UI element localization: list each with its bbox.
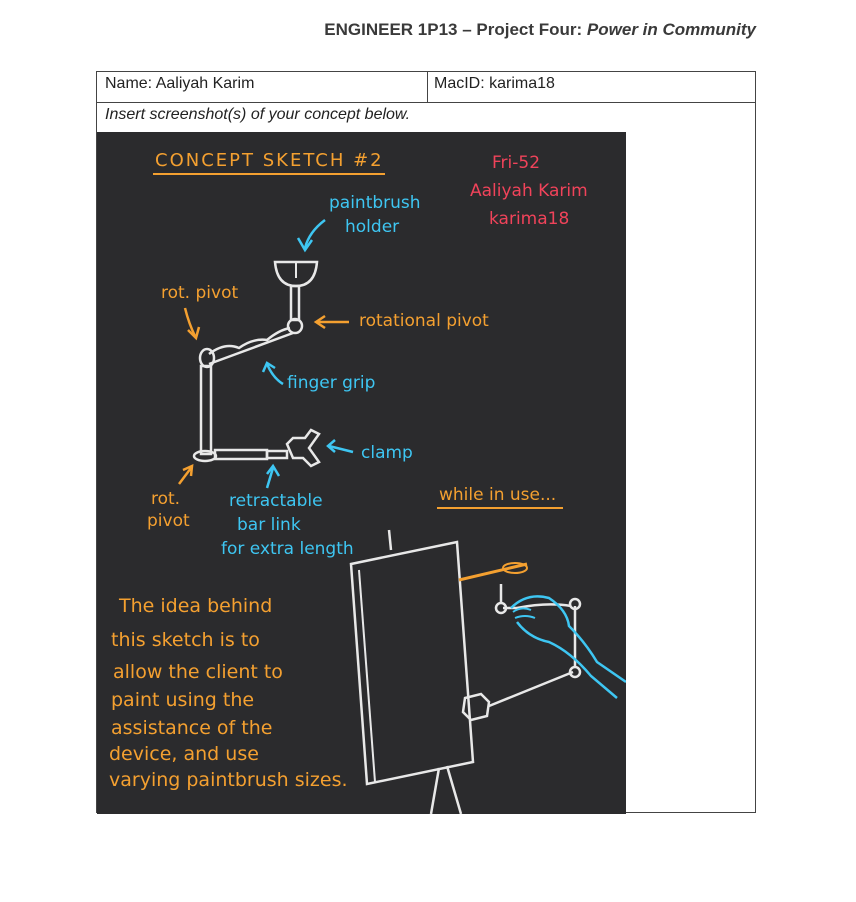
label-rot: rot. [151,489,181,509]
sketch-title: CONCEPT SKETCH #2 [155,150,384,171]
label-finger-grip: finger grip [287,373,376,393]
description-line-7: varying paintbrush sizes. [109,769,348,791]
description-line-3: allow the client to [113,661,283,683]
macid-cell: MacID: karima18 [434,75,555,92]
instruction-text: Insert screenshot(s) of your concept below. [105,106,411,123]
submission-table [96,71,756,813]
document-header [324,20,756,40]
label-retractable: retractable [229,491,323,511]
label-clamp: clamp [361,443,413,463]
description-line-4: paint using the [111,689,255,711]
description-line-5: assistance of the [111,717,273,739]
label-paintbrush: paintbrush [329,193,421,213]
description-line-1: The idea behind [119,595,273,617]
sketch-canvas [97,132,626,814]
description-line-2: this sketch is to [111,629,260,651]
author-section: Fri-52 [492,153,541,173]
label-while-in-use: while in use... [439,485,557,505]
project-title: Power in Community [586,20,756,39]
description-line-6: device, and use [109,743,259,765]
author-macid: karima18 [489,209,570,229]
label-holder: holder [345,217,400,237]
concept-sketch-image [97,132,626,812]
label-rot-pivot-top: rot. pivot [161,283,239,303]
name-cell: Name: Aaliyah Karim [97,72,428,102]
label-pivot: pivot [147,511,190,531]
label-rotational-pivot: rotational pivot [359,311,489,331]
label-extra-length: for extra length [221,539,354,559]
author-name: Aaliyah Karim [470,181,588,201]
label-bar-link: bar link [237,515,301,535]
course-label: ENGINEER 1P13 – Project Four: [324,20,583,39]
info-row [97,72,755,103]
